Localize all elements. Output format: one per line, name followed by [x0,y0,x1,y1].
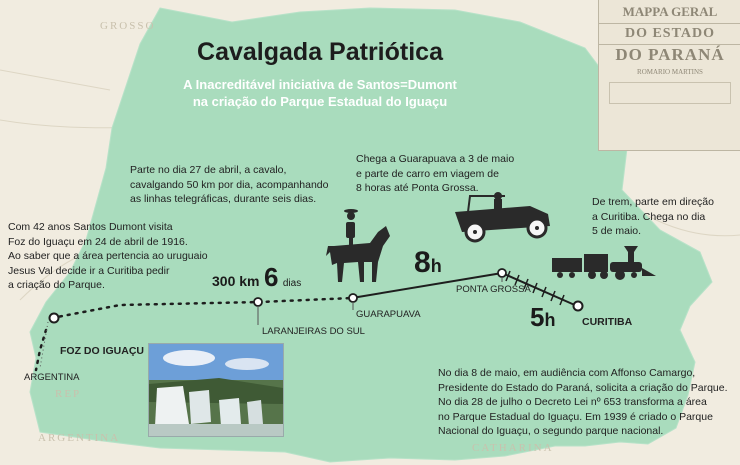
train-unit: h [544,310,556,330]
place-guarapuava: GUARAPUAVA [356,309,421,320]
marker-ponta-grossa [498,269,506,277]
car-unit: h [430,256,442,276]
note-start [8,220,208,293]
note-train [592,195,714,239]
place-laranjeiras: LARANJEIRAS DO SUL [262,326,365,337]
inset-line3: DO PARANÁ [615,45,725,64]
horse-km: 300 km [212,273,260,289]
inset-line1: MAPPA GERAL [622,4,718,19]
leg-car-label [414,246,442,280]
marker-guarapuava [349,294,357,302]
place-ponta-grossa: PONTA GROSSA [456,284,531,295]
place-argentina: ARGENTINA [24,372,80,383]
marker-curitiba [574,302,583,311]
note-end-line: No dia 28 de julho o Decreto Lei nº 653 transforma a área [438,396,707,408]
place-foz: FOZ DO IGUAÇU [60,345,144,357]
note-start-line: Foz do Iguaçu em 24 de abril de 1916. [8,235,188,248]
note-end [438,366,728,439]
page-title: Cavalgada Patriótica [197,38,443,66]
note-car [356,152,514,196]
car-num: 8 [414,246,431,279]
note-end-line: Nacional do Iguaçu, o segundo parque nacional. [438,425,664,437]
waterfall-illustration [149,344,283,436]
bg-word-grosso: GROSSO [100,20,156,32]
note-train-line: 5 de maio. [592,225,642,237]
note-start-line: Ao saber que a área pertencia ao uruguaio [8,250,208,262]
subtitle-line2: na criação do Parque Estadual do Iguaçu [192,94,448,109]
bg-word-rep: REP [55,388,82,400]
horse-days-num: 6 [263,262,279,292]
note-horse-line: as linhas telegráficas, durante seis dias. [130,193,317,205]
note-horse-line: Parte no dia 27 de abril, a cavalo, [130,164,287,176]
note-start-line: Com 42 anos Santos Dumont visita [8,221,173,233]
horse-days-unit: dias [282,278,302,289]
subtitle-line1: A Inacreditável iniciativa de Santos=Dumont [183,77,457,92]
inset-line2: DO ESTADO [599,23,740,45]
note-start-line: a criação do Parque. [8,279,105,291]
page-subtitle [0,76,640,110]
note-end-line: Presidente do Estado do Paraná, solicita a criação do Parque. [438,381,728,394]
note-end-line: No dia 8 de maio, em audiência com Affonso Camargo, [438,367,696,379]
note-horse-line: cavalgando 50 km por dia, acompanhando [130,178,329,191]
marker-foz [50,314,59,323]
note-end-line: no Parque Estadual do Iguaçu. Em 1939 é criado o Parque [438,410,713,423]
note-start-line: Jesus Val decide ir a Curitiba pedir [8,264,170,277]
bg-word-argentina: ARGENTINA [38,432,121,444]
note-horse [130,163,328,207]
leg-horse-label [212,262,301,293]
note-car-line: Chega a Guarapuava a 3 de maio [356,153,515,165]
note-car-line: e parte de carro em viagem de [356,167,499,180]
marker-laranjeiras [254,298,262,306]
inset-line4: ROMARIO MARTINS [637,68,703,76]
note-car-line: 8 horas até Ponta Grossa. [356,182,479,194]
note-train-line: a Curitiba. Chega no dia [592,210,706,223]
place-curitiba: CURITIBA [582,316,633,328]
note-train-line: De trem, parte em direção [592,196,714,208]
train-num: 5 [530,302,545,332]
bg-word-catharina: CATHARINA [472,442,554,454]
waterfall-photo [148,343,284,437]
leg-train-label [530,302,555,333]
